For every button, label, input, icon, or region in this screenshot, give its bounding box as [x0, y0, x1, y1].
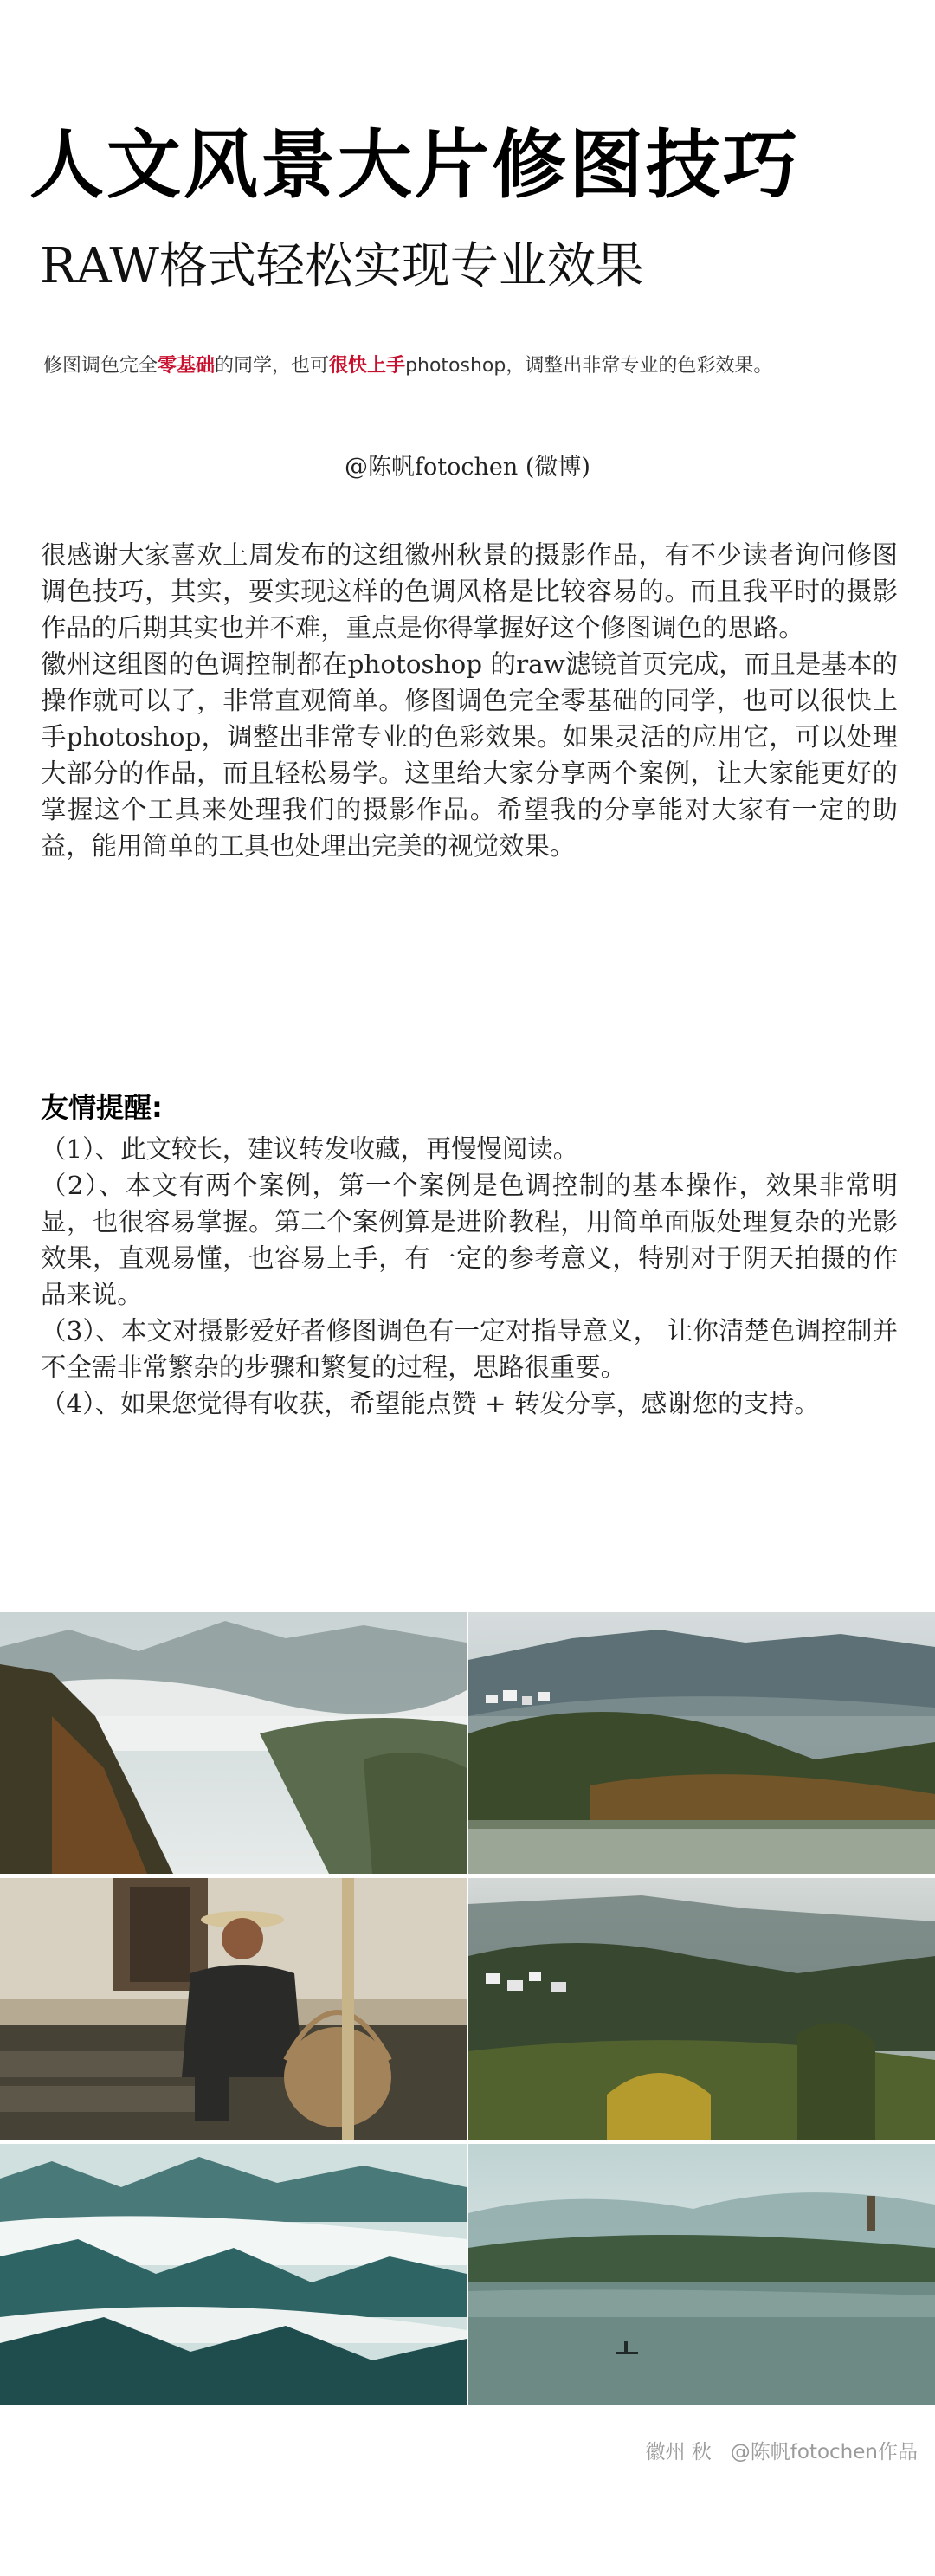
tip-item-4: （4）、如果您觉得有收获，希望能点赞 + 转发分享，感谢您的支持。 [41, 1389, 820, 1418]
page-title: 人文风景大片修图技巧 [29, 122, 800, 209]
tip-item-2: （2）、本文有两个案例，第一个案例是色调控制的基本操作，效果非常明显，也很容易掌握。第二个案例算是进阶教程，用简单面版处理复杂的光影效果，直观易懂，也容易上手，有一定的参考意义，特别对于阴天拍摄的作品来说。 [41, 1171, 898, 1309]
caption-credit: @陈帆fotochen作品 [730, 2441, 918, 2463]
intro-text-2: 的同学，也可 [215, 355, 330, 377]
author-credit: @陈帆fotochen (微博) [345, 454, 590, 481]
body-paragraph-2: 徽州这组图的色调控制都在photoshop 的raw滤镜首页完成，而且是基本的操作就可以了，非常直观简单。修图调色完全零基础的同学，也可以很快上手photoshop，调整出非常专业的色彩效果。如果灵活的应用它，可以处理大部分的作品，而且轻松易学。这里给大家分享两个案例，让大家能更好的掌握这个工具来处理我们的摄影作品。希望我的分享能对大家有一定的助益，能用简单的工具也处理出完美的视觉效果。 [41, 649, 898, 861]
photo-grid [0, 1612, 935, 2405]
body-paragraph-1: 很感谢大家喜欢上周发布的这组徽州秋景的摄影作品，有不少读者询问修图调色技巧，其实，要实现这样的色调风格是比较容易的。而且我平时的摄影作品的后期其实也并不难，重点是你得掌握好这个修图调色的思路。 [41, 540, 898, 642]
tips-list [41, 1131, 898, 1422]
photo-lake-boat [468, 2144, 935, 2405]
intro-text-1: 修图调色完全 [43, 355, 158, 377]
page-subtitle: RAW格式轻松实现专业效果 [40, 238, 644, 294]
photo-valley-village [468, 1878, 935, 2140]
intro-line [43, 351, 772, 378]
tip-item-3: （3）、本文对摄影爱好者修图调色有一定对指导意义， 让你清楚色调控制并不全需非常繁杂的步骤和繁复的过程，思路很重要。 [41, 1316, 898, 1382]
photo-caption [645, 2436, 918, 2464]
tip-item-1: （1）、此文较长，建议转发收藏，再慢慢阅读。 [41, 1134, 579, 1164]
photo-mountain-layers [0, 2144, 467, 2405]
article-body [41, 537, 898, 864]
intro-text-3: photoshop，调整出非常专业的色彩效果。 [405, 355, 773, 377]
tips-heading: 友情提醒: [41, 1091, 163, 1124]
intro-highlight-2: 很快上手 [329, 355, 406, 377]
photo-villager-portrait [0, 1878, 467, 2140]
intro-highlight-1: 零基础 [158, 355, 216, 377]
photo-hillside-village [468, 1612, 935, 1874]
photo-misty-valley [0, 1612, 467, 1874]
caption-place: 徽州 秋 [645, 2441, 712, 2463]
